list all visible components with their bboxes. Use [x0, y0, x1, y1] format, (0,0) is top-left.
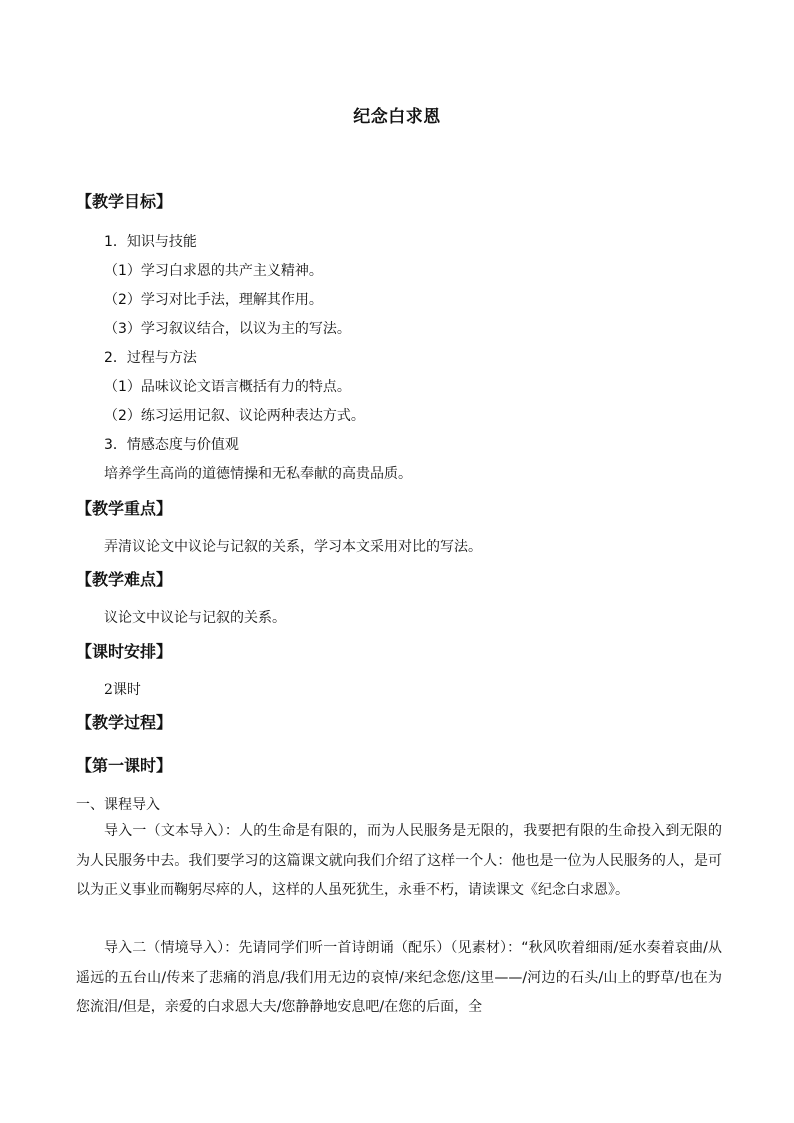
objective-item-1-3: （3）学习叙议结合，以议为主的写法。: [104, 321, 351, 337]
heading-difficulties: 【教学难点】: [76, 570, 173, 589]
section-course-intro-title: 一、课程导入: [76, 797, 160, 813]
objective-item-2-2: （2）练习运用记叙、议论两种表达方式。: [104, 408, 365, 424]
heading-schedule: 【课时安排】: [76, 642, 173, 661]
heading-key-points: 【教学重点】: [76, 499, 173, 518]
heading-process: 【教学过程】: [76, 713, 173, 732]
objective-item-2: 2．过程与方法: [104, 350, 197, 366]
objective-item-1: 1．知识与技能: [104, 234, 197, 250]
difficulties-text: 议论文中议论与记叙的关系。: [104, 610, 286, 626]
objective-item-2-1: （1）品味议论文语言概括有力的特点。: [104, 379, 351, 395]
objective-item-3: 3．情感态度与价值观: [104, 437, 239, 453]
objective-item-1-1: （1）学习白求恩的共产主义精神。: [104, 263, 323, 279]
objective-item-1-2: （2）学习对比手法，理解其作用。: [104, 292, 323, 308]
heading-first-lesson: 【第一课时】: [76, 756, 173, 775]
heading-objectives: 【教学目标】: [76, 192, 173, 211]
objective-item-3-text: 培养学生高尚的道德情操和无私奉献的高贵品质。: [104, 466, 412, 482]
schedule-text: 2课时: [104, 682, 141, 698]
key-points-text: 弄清议论文中议论与记叙的关系，学习本文采用对比的写法。: [104, 539, 482, 555]
intro-paragraph-1: 导入一（文本导入）：人的生命是有限的，而为人民服务是无限的，我要把有限的生命投入到无限的为人民服务中去。我们要学习的这篇课文就向我们介绍了这样一个人：他也是一位为人民服务的人，是可以为正义事业而鞠躬尽瘁的人，这样的人虽死犹生，永垂不朽，请读课文《纪念白求恩》。: [76, 823, 722, 898]
document-title: 纪念白求恩: [353, 107, 441, 127]
intro-paragraph-2: 导入二（情境导入）：先请同学们听一首诗朗诵（配乐）（见素材）：“秋风吹着细雨/延水奏着哀曲/从遥远的五台山/传来了悲痛的消息/我们用无边的哀悼/来纪念您/这里——/河边的石头/山上的野草/也在为您流泪/但是，亲爱的白求恩大夫/您静静地安息吧/在您的后面，全: [76, 940, 722, 1015]
